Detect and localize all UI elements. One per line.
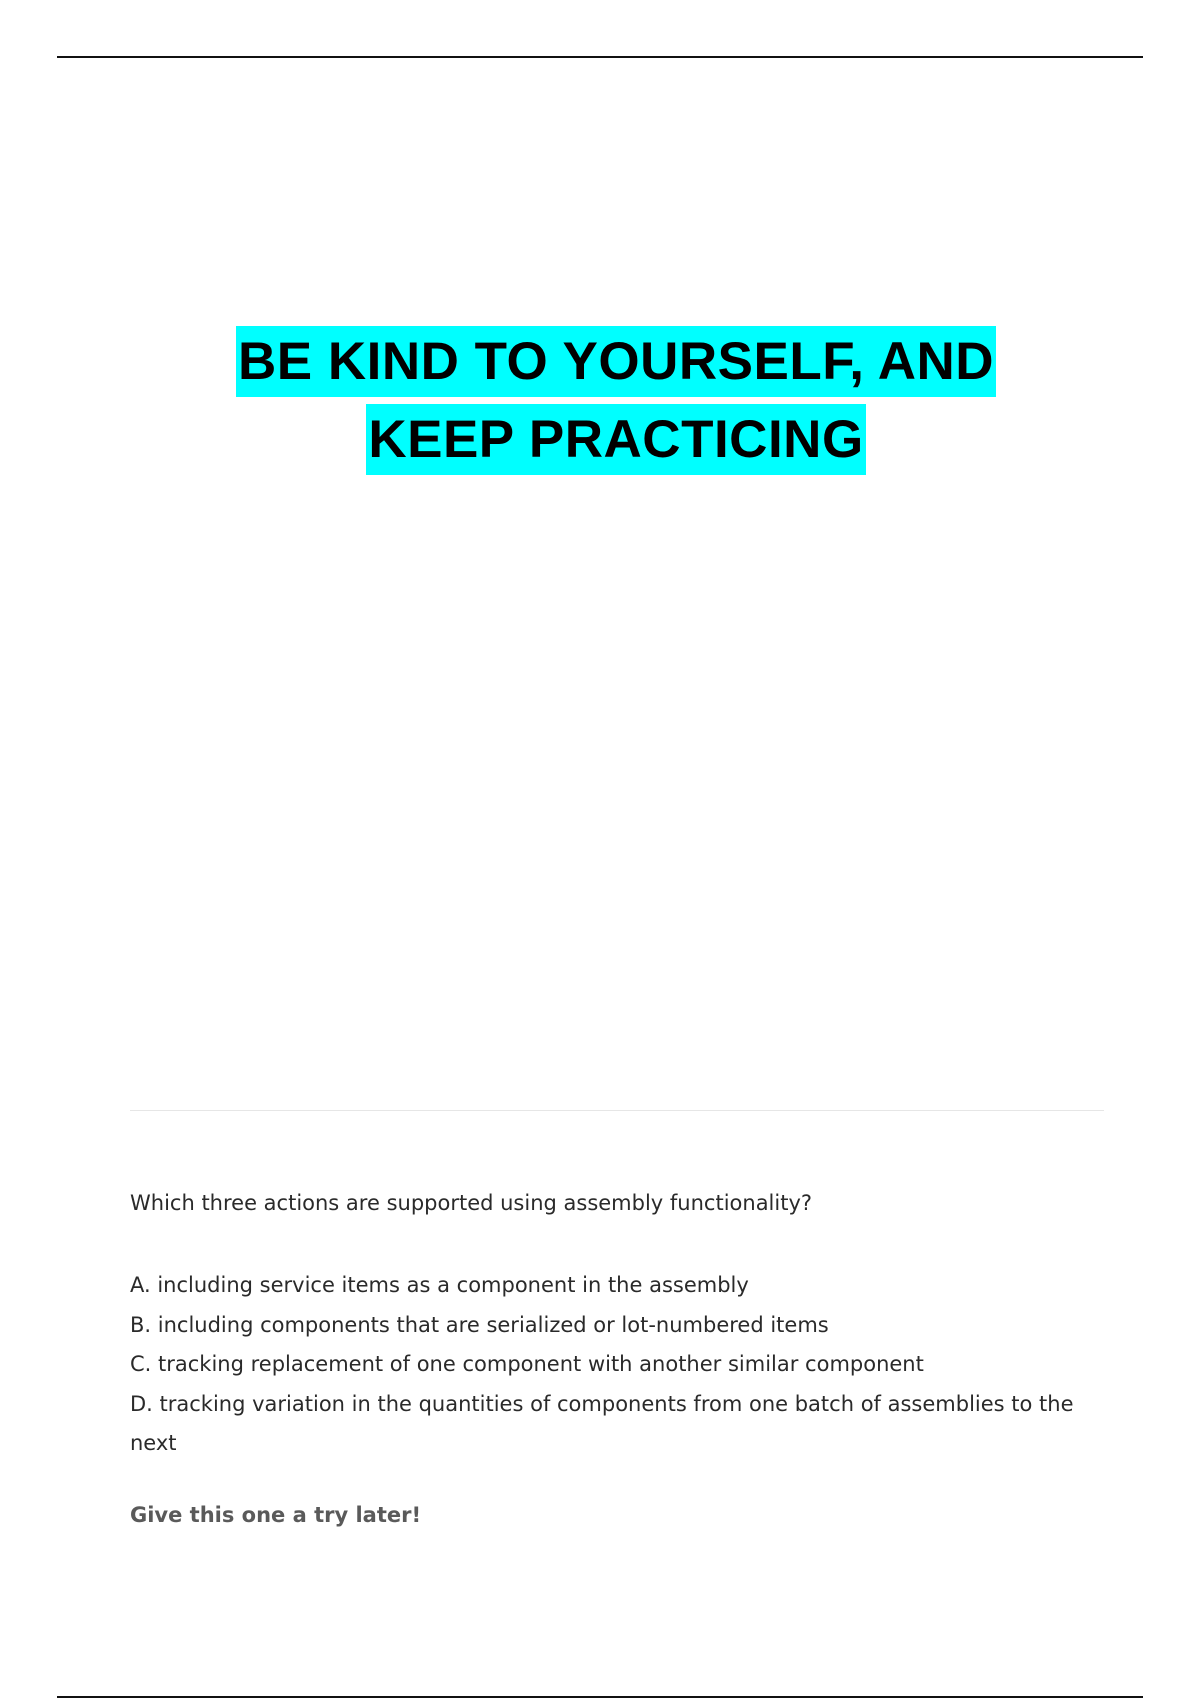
answer-option-b: B. including components that are serialized or lot-numbered items (130, 1312, 829, 1337)
headline (0, 326, 1200, 475)
question-card (130, 1186, 1110, 1532)
bottom-rule (57, 1696, 1143, 1698)
top-rule (57, 56, 1143, 58)
question-text: Which three actions are supported using assembly functionality? (130, 1191, 813, 1215)
headline-line-2: KEEP PRACTICING (366, 404, 865, 475)
try-later-hint: Give this one a try later! (130, 1502, 422, 1527)
answer-option-c: C. tracking replacement of one component with another similar component (130, 1352, 924, 1376)
answer-option-d: D. tracking variation in the quantities of components from one batch of assemblies to the next (130, 1391, 1074, 1455)
answer-option-a: A. including service items as a component in the assembly (130, 1273, 749, 1297)
section-divider (130, 1110, 1104, 1111)
headline-line-1: BE KIND TO YOURSELF, AND (236, 326, 996, 397)
